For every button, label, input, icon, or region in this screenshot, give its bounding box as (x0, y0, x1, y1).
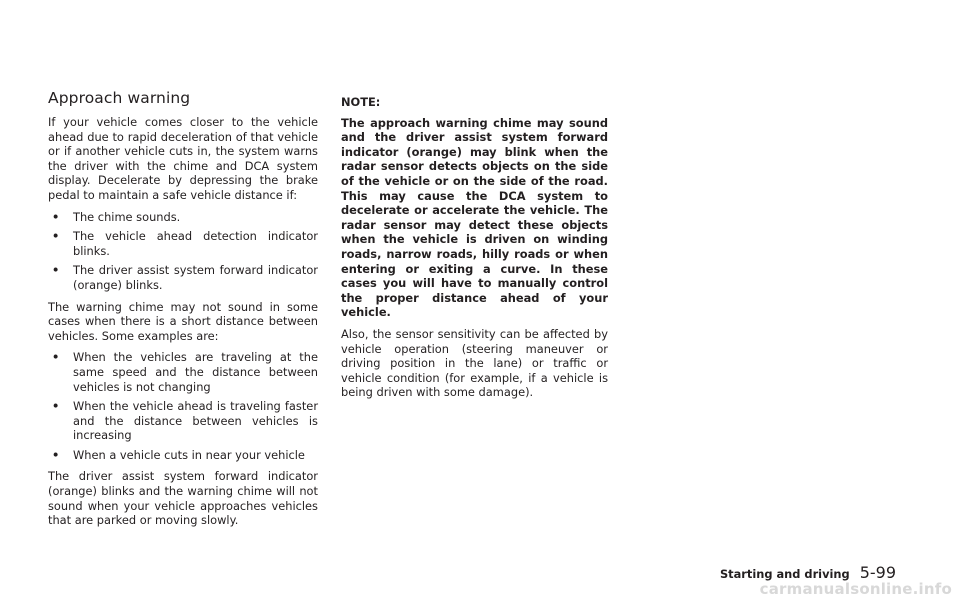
bullet-icon: • (52, 263, 60, 278)
list-item: • The vehicle ahead detection indicator blinks. (52, 229, 318, 258)
right-column (341, 88, 608, 407)
examples-list (48, 350, 318, 462)
closing-paragraph: The driver assist system forward indicator (orange) blinks and the warning chime will not sound when your vehicle approaches vehicles that are parked or moving slowly. (48, 469, 318, 528)
intro-paragraph: If your vehicle comes closer to the vehicle ahead due to rapid deceleration of that vehicle or if another vehicle cuts in, the system warns the driver with the chime and DCA system display. Decelerate by depressing the brake pedal to maintain a safe vehicle distance if: (48, 115, 318, 202)
bullet-icon: • (52, 399, 60, 414)
section-title: Approach warning (48, 89, 191, 107)
list-item: • When the vehicles are traveling at the same speed and the distance between vehicles is not changing (52, 350, 318, 394)
bullet-icon: • (52, 350, 60, 365)
list-item: • When a vehicle cuts in near your vehicle (52, 447, 305, 462)
footer-section-name: Starting and driving (719, 567, 850, 581)
no-sound-paragraph: The warning chime may not sound in some cases when there is a short distance between vehicles. Some examples are: (48, 299, 318, 343)
left-column (48, 88, 318, 535)
list-item: • The driver assist system forward indicator (orange) blinks. (52, 263, 318, 292)
conditions-list (48, 210, 318, 293)
list-item: • The chime sounds. (52, 209, 181, 224)
bullet-icon: • (52, 447, 60, 462)
watermark: carmanualsonline.info (759, 580, 952, 598)
bullet-icon: • (52, 229, 60, 244)
note-heading: NOTE: (341, 95, 381, 109)
list-item: • When the vehicle ahead is traveling faster and the distance between vehicles is increasing (52, 399, 318, 443)
note-body: The approach warning chime may sound and the driver assist system forward indicator (orange) may blink when the radar sensor detects objects on the side of the vehicle or on the side of the road. This may cause the DCA system to decelerate or accelerate the vehicle. The radar sensor may detect these objects when the vehicle is driven on winding roads, narrow roads, hilly roads or when entering or exiting a curve. In these cases you will have to manually control the proper distance ahead of your vehicle. (341, 115, 608, 320)
page-number: 5-99 (859, 563, 896, 582)
sensitivity-paragraph: Also, the sensor sensitivity can be affected by vehicle operation (steering maneuver or driving position in the lane) or traffic or vehicle condition (for example, if a vehicle is being driven with some damage). (341, 326, 608, 400)
bullet-icon: • (52, 209, 60, 224)
